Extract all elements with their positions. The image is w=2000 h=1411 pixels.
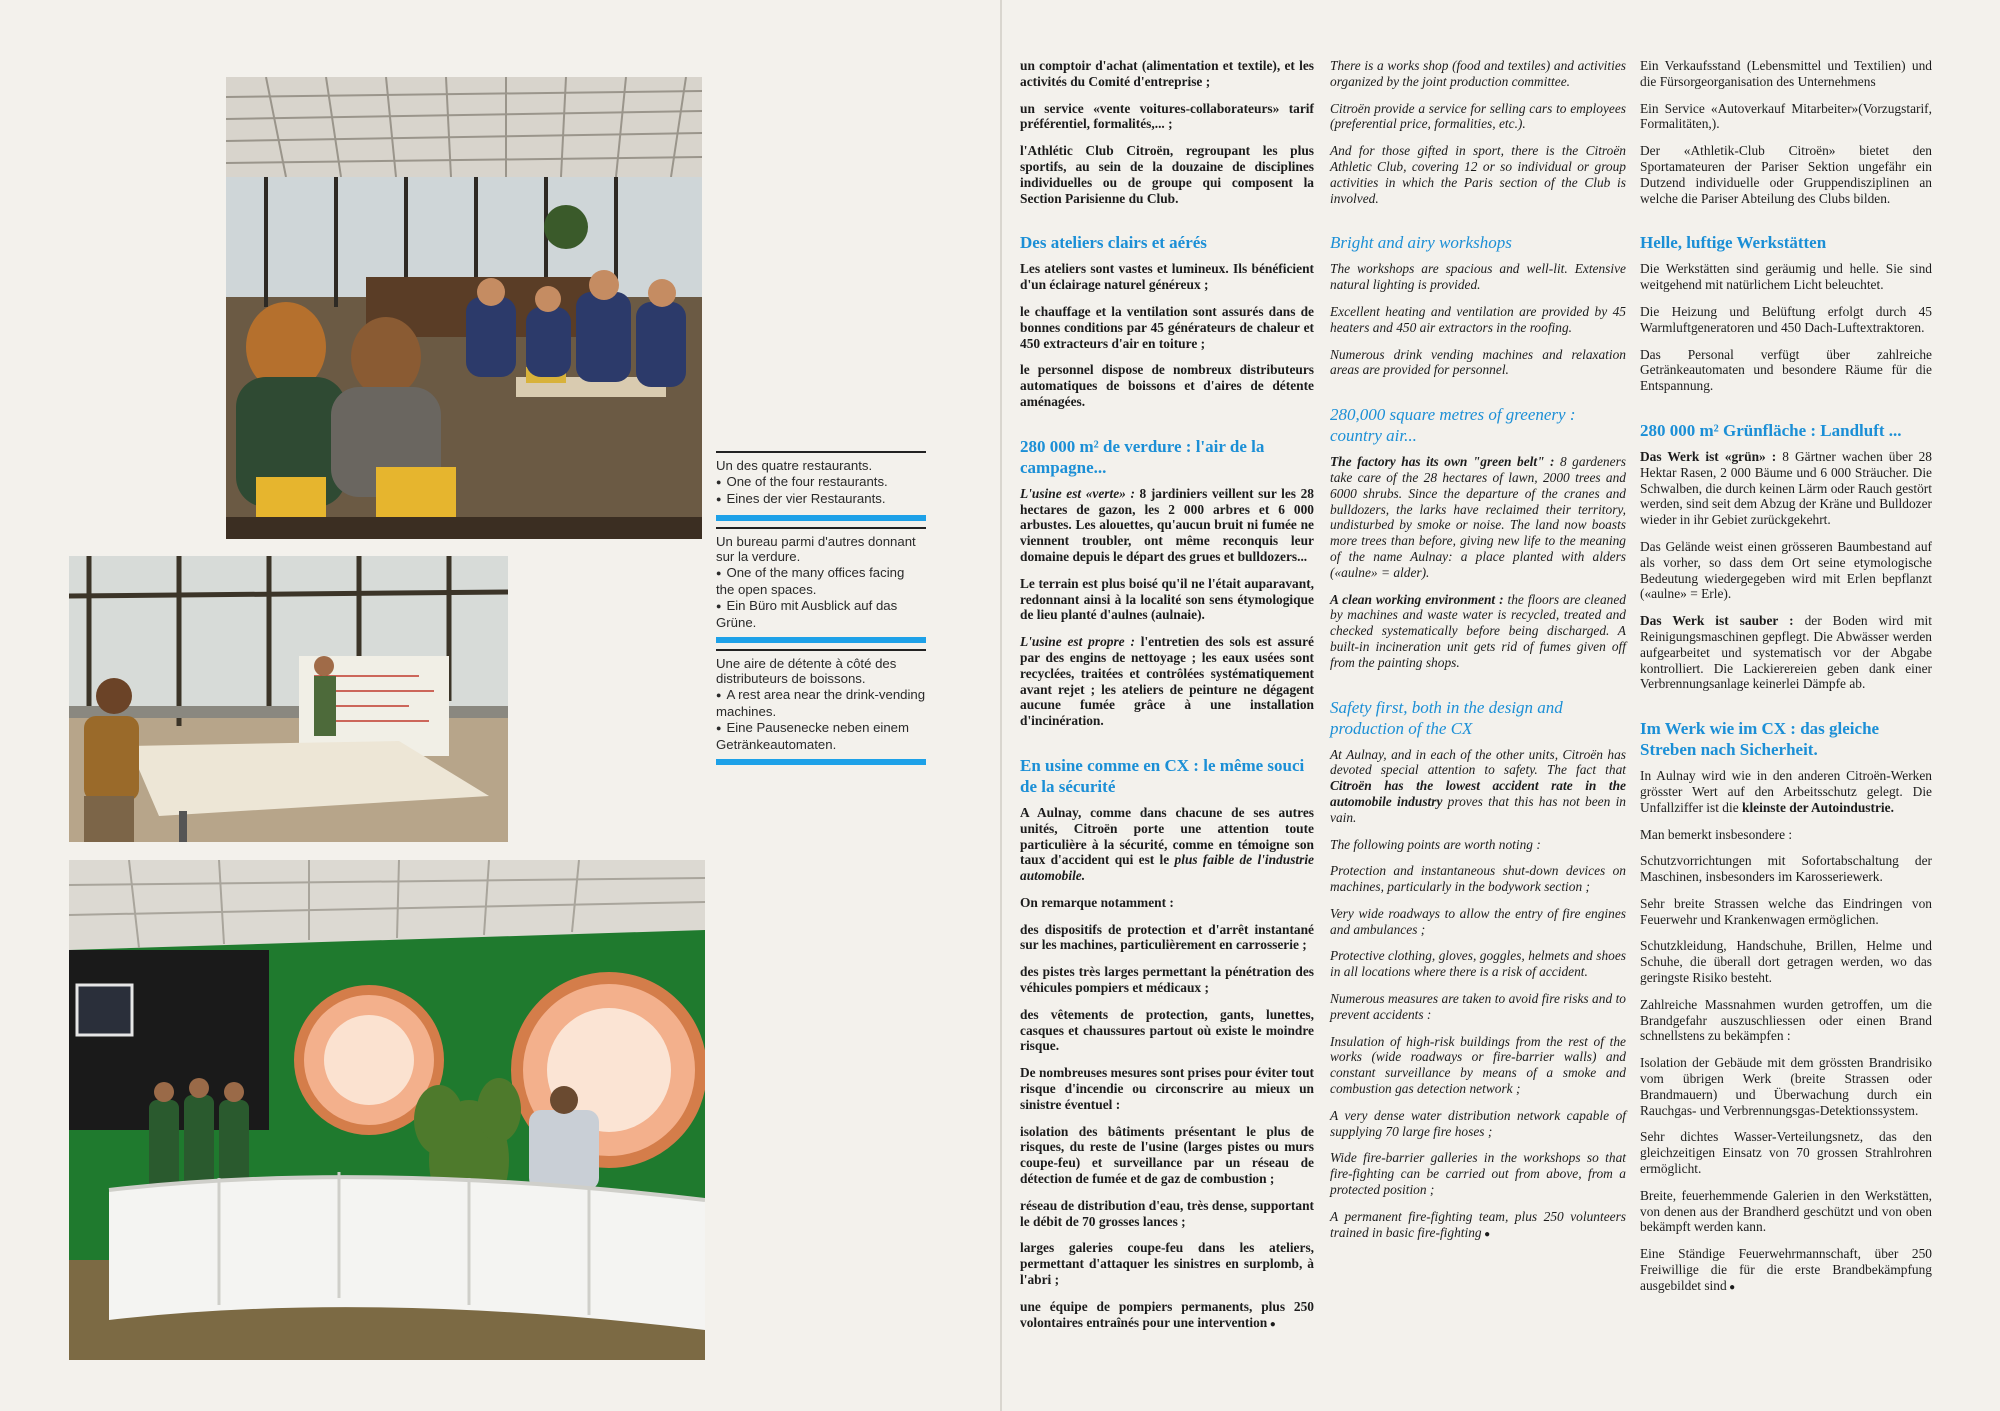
paragraph <box>1330 592 1626 671</box>
section-heading: Bright and airy workshops <box>1330 233 1512 253</box>
paragraph: un comptoir d'achat (alimentation et textile), et les activités du Comité d'entreprise ; <box>1020 58 1314 89</box>
lead-in: Das Werk ist sauber : <box>1640 613 1794 629</box>
paragraph: Ein Service «Autoverkauf Mitarbeiter»(Vorzugstarif, Formalitäten,). <box>1640 100 1932 132</box>
paragraph <box>1020 486 1314 565</box>
paragraph: Sehr dichtes Wasser-Verteilungsnetz, das den gleichzeitigen Einsatz von 70 grossen Strahlrohren ermöglicht. <box>1640 1129 1932 1177</box>
paragraph: Protection and instantaneous shut-down devices on machines, particularly in the bodywork section ; <box>1330 863 1626 895</box>
paragraph: Wide fire-barrier galleries in the workshops so that fire-fighting can be carried out from above, from a protected position ; <box>1330 1150 1626 1198</box>
paragraph <box>1330 454 1626 580</box>
caption-accent-bar <box>716 759 926 765</box>
paragraph: Les ateliers sont vastes et lumineux. Ils bénéficient d'un éclairage naturel généreux ; <box>1020 261 1314 293</box>
paragraph: A very dense water distribution network capable of supplying 70 large fire hoses ; <box>1330 1107 1626 1139</box>
paragraph: And for those gifted in sport, there is the Citroën Athletic Club, covering 12 or so individual or group activities in which the Paris section of the Club is involved. <box>1330 143 1626 206</box>
paragraph-text: the floors are cleaned by machines and waste water is recycled, treated and checked systematically before being discharged. A built-in incineration unit gets rid of fumes given off from the painting shops. <box>1330 591 1626 670</box>
caption-de: ● Eines der vier Restaurants. <box>716 491 926 509</box>
paragraph: Insulation of high-risk buildings from the rest of the works (wide roadways or fire-barrier walls) and constant surveillance by means of a smoke and combustion gas detection network ; <box>1330 1033 1626 1097</box>
caption-en: ● One of the four restaurants. <box>716 474 926 492</box>
lead-in: L'usine est propre : <box>1020 634 1135 650</box>
paragraph: Numerous drink vending machines and relaxation areas are provided for personnel. <box>1330 346 1626 378</box>
paragraph <box>1640 613 1932 692</box>
paragraph: Zahlreiche Massnahmen wurden getroffen, um die Brandgefahr auszuschliessen oder einen Brand schnellstens zu bekämpfen : <box>1640 996 1932 1044</box>
paragraph-text: At Aulnay, and in each of the other units, Citroën has devoted special attention to safety. The fact that <box>1330 746 1626 778</box>
paragraph: Ein Verkaufsstand (Lebensmittel und Textilien) und die Fürsorgeorganisation des Unternehmens <box>1640 58 1932 89</box>
caption-fr: Un bureau parmi d'autres donnant sur la verdure. <box>716 533 916 564</box>
paragraph: Die Heizung und Belüftung erfolgt durch 45 Warmluftgeneratoren und 450 Dach-Luftextraktoren. <box>1640 303 1932 335</box>
caption-office <box>716 527 926 637</box>
paragraph: le chauffage et la ventilation sont assurés dans de bonnes conditions par 45 générateurs de chaleur et 450 extracteurs d'air en toiture ; <box>1020 303 1314 351</box>
paragraph: Eine Ständige Feuerwehrmannschaft, über 250 Freiwillige die für die erste Brandbekämpfung ausgebildet sind ● <box>1640 1246 1932 1295</box>
german-column <box>1640 58 1932 1307</box>
paragraph: réseau de distribution d'eau, très dense, supportant le débit de 70 grosses lances ; <box>1020 1197 1314 1229</box>
paragraph: The workshops are spacious and well-lit. Extensive natural lighting is provided. <box>1330 261 1626 293</box>
section-heading: Im Werk wie im CX : das gleiche Streben nach Sicherheit. <box>1640 719 1880 760</box>
french-column <box>1020 58 1314 1343</box>
paragraph: des pistes très larges permettant la pénétration des véhicules pompiers et médicaux ; <box>1020 964 1314 996</box>
paragraph: Das Gelände weist einen grösseren Baumbestand auf als vorher, so dass dem Ort seine etymologische Bedeutung wiedergegeben wird mit Erlen bepflanzt («aulne» = Erle). <box>1640 538 1932 602</box>
paragraph: Das Personal verfügt über zahlreiche Getränkeautomaten und besondere Räume für die Entspannung. <box>1640 346 1932 394</box>
section-heading: 280,000 square metres of greenery : country air... <box>1330 405 1576 446</box>
caption-de: ● Eine Pausenecke neben einem Getränkeautomaten. <box>716 720 926 753</box>
section-heading: Safety first, both in the design and production of the CX <box>1330 697 1563 738</box>
paragraph <box>1330 747 1626 826</box>
paragraph: Der «Athletik-Club Citroën» bietet den Sportamateuren der Pariser Sektion ungefähr ein Dutzend individuelle oder Gruppendisziplinen an welche die Pariser Abteilung des Clubs bilden. <box>1640 143 1932 206</box>
paragraph: Citroën provide a service for selling cars to employees (preferential price, formalities, etc.). <box>1330 100 1626 132</box>
paragraph: Man bemerkt insbesondere : <box>1640 826 1793 842</box>
paragraph-text: 8 gardeners take care of the 28 hectares of lawn, 2000 trees and 6000 shrubs. Since the departure of the cranes and bulldozers, the larks have reclaimed their territory, undisturbed by smoke or noise. The land now boasts more trees than before, giving new life to the meaning of the name Aulnay: a place planted with alders («aulne» = alder). <box>1330 454 1626 580</box>
paragraph: The following points are worth noting : <box>1330 836 1541 852</box>
lead-in: Das Werk ist «grün» : <box>1640 448 1777 464</box>
photo-captions <box>716 451 926 771</box>
paragraph: Isolation der Gebäude mit dem grössten Brandrisiko vom übrigen Werk (breite Strassen oder Brandmauern) und Überwachung durch ein Rauchgas- und Verbrennungsgas-Detektionssystem. <box>1640 1055 1932 1118</box>
caption-accent-bar <box>716 515 926 521</box>
paragraph <box>1020 634 1314 729</box>
section-heading: En usine comme en CX : le même souci de la sécurité <box>1020 755 1305 796</box>
paragraph: Die Werkstätten sind geräumig und helle. Sie sind weitgehend mit natürlichem Licht beleuchtet. <box>1640 261 1932 293</box>
section-heading: 280 000 m² Grünfläche : Landluft ... <box>1640 420 1902 440</box>
paragraph-text: In Aulnay wird wie in den anderen Citroën-Werken grösster Wert auf den Arbeitsschutz gelegt. Die Unfallziffer ist die <box>1640 768 1932 815</box>
paragraph-text: 8 jardiniers veillent sur les 28 hectares de gazon, les 2 000 arbres et 6 000 arbustes. Les alouettes, qu'aucun bruit ni fumée ne viennent troubler, ont même reconquis leur domaine depuis le départ des grues et bulldozers... <box>1020 485 1314 564</box>
paragraph: A permanent fire-fighting team, plus 250 volunteers trained in basic fire-fighting ● <box>1330 1209 1626 1243</box>
caption-en: ● A rest area near the drink-vending machines. <box>716 687 926 720</box>
paragraph <box>1640 449 1932 528</box>
page-gutter <box>1000 0 1002 1411</box>
paragraph: des vêtements de protection, gants, lunettes, casques et chaussures partout où existe le moindre risque. <box>1020 1006 1314 1054</box>
lead-in: L'usine est «verte» : <box>1020 485 1135 501</box>
section-heading: Helle, luftige Werkstätten <box>1640 233 1827 253</box>
caption-rest-area <box>716 649 926 759</box>
caption-de: ● Ein Büro mit Ausblick auf das Grüne. <box>716 598 926 631</box>
caption-fr: Une aire de détente à côté des distributeurs de boissons. <box>716 655 897 686</box>
rest-area-photo <box>69 860 705 1360</box>
paragraph: des dispositifs de protection et d'arrêt instantané sur les machines, particulièrement en carrosserie ; <box>1020 921 1314 953</box>
paragraph: Numerous measures are taken to avoid fire risks and to prevent accidents : <box>1330 991 1626 1022</box>
emphasis: Citroën has the lowest accident rate in the automobile industry <box>1330 778 1626 809</box>
paragraph: une équipe de pompiers permanents, plus 250 volontaires entraînés pour une intervention ● <box>1020 1299 1314 1333</box>
paragraph: Very wide roadways to allow the entry of fire engines and ambulances ; <box>1330 905 1626 937</box>
office-photo <box>69 556 508 842</box>
paragraph <box>1020 805 1314 884</box>
caption-en: ● One of the many offices facing the open spaces. <box>716 565 926 598</box>
paragraph: De nombreuses mesures sont prises pour éviter tout risque d'incendie ou circonscrire au mieux un sinistre éventuel : <box>1020 1065 1314 1112</box>
paragraph: Schutzvorrichtungen mit Sofortabschaltung der Maschinen, insbesonders im Karosseriewerk. <box>1640 853 1932 885</box>
emphasis: kleinste der Autoindustrie. <box>1742 799 1894 815</box>
english-column <box>1330 58 1626 1253</box>
paragraph: l'Athlétic Club Citroën, regroupant les plus sportifs, au sein de la douzaine de disciplines individuelles ou de groupe qui composent la Section Parisienne du Club. <box>1020 143 1314 206</box>
paragraph-text: l'entretien des sols est assuré par des engins de nettoyage ; les eaux usées sont recyclées, traitées et contrôlées systématiquement avant rejet ; les ateliers de peinture ne dégagent aucune fumée grâce à une installation d'incinération. <box>1020 634 1314 729</box>
caption-restaurant <box>716 451 926 515</box>
paragraph: Schutzkleidung, Handschuhe, Brillen, Helme und Schuhe, die überall dort getragen werden, wo das geringste Risiko besteht. <box>1640 938 1932 986</box>
paragraph: Excellent heating and ventilation are provided by 45 heaters and 450 air extractors in the roofing. <box>1330 303 1626 335</box>
paragraph-text: A Aulnay, comme dans chacune de ses autres unités, Citroën porte une attention toute particulière à la sécurité, comme en témoigne son taux d'accident qui est le <box>1020 804 1314 868</box>
lead-in: The factory has its own "green belt" : <box>1330 454 1555 470</box>
paragraph-text: 8 Gärtner wachen über 28 Hektar Rasen, 2 000 Bäume und 6 000 Sträucher. Die Schwalben, die durch keinen Lärm oder Rauch gestört werden, sind seit dem Abzug der Kräne und Bulldozer wieder in ihr Gebiet zurückgekehrt. <box>1640 448 1932 528</box>
paragraph: isolation des bâtiments présentant le plus de risques, du reste de l'usine (larges pistes ou murs coupe-feu) et surveillance par un réseau de détection de fumée et de gaz de combustion ; <box>1020 1123 1314 1187</box>
paragraph <box>1640 768 1932 815</box>
emphasis: plus faible de l'industrie automobile. <box>1020 852 1314 884</box>
section-heading: 280 000 m² de verdure : l'air de la campagne... <box>1020 436 1265 477</box>
caption-accent-bar <box>716 637 926 643</box>
paragraph: Le terrain est plus boisé qu'il ne l'était auparavant, redonnant ainsi à la localité son sens étymologique de lieu planté d'aulnes (aulnaie). <box>1020 575 1314 623</box>
paragraph: Sehr breite Strassen welche das Eindringen von Feuerwehr und Krankenwagen ermöglichen. <box>1640 895 1932 927</box>
paragraph: le personnel dispose de nombreux distributeurs automatiques de boissons et d'aires de détente aménagées. <box>1020 362 1314 409</box>
restaurant-photo <box>226 77 702 539</box>
paragraph-text: der Boden wird mit Reinigungsmaschinen gepflegt. Die Abwässer werden aufgearbeitet und systematisch vor der Abgabe kontrolliert. Die Lackierereien geben dank einer Verbrennungsanlage keinerlei Dämpfe ab. <box>1640 613 1932 692</box>
paragraph: Breite, feuerhemmende Galerien in den Werkstätten, von denen aus der Brandherd geschützt und von oben bekämpft werden kann. <box>1640 1187 1932 1235</box>
caption-fr: Un des quatre restaurants. <box>716 458 873 473</box>
lead-in: A clean working environment : <box>1330 591 1504 607</box>
paragraph: There is a works shop (food and textiles) and activities organized by the joint production committee. <box>1330 58 1626 89</box>
paragraph: Protective clothing, gloves, goggles, helmets and shoes in all locations where there is a risk of accident. <box>1330 948 1626 980</box>
section-heading: Des ateliers clairs et aérés <box>1020 233 1207 253</box>
paragraph-text: proves that this has not been in vain. <box>1330 793 1626 825</box>
paragraph: On remarque notamment : <box>1020 894 1174 910</box>
paragraph: larges galeries coupe-feu dans les ateliers, permettant d'attaquer les sinistres en surplomb, à l'abri ; <box>1020 1240 1314 1288</box>
paragraph: un service «vente voitures-collaborateurs» tarif préférentiel, formalités,... ; <box>1020 100 1314 132</box>
